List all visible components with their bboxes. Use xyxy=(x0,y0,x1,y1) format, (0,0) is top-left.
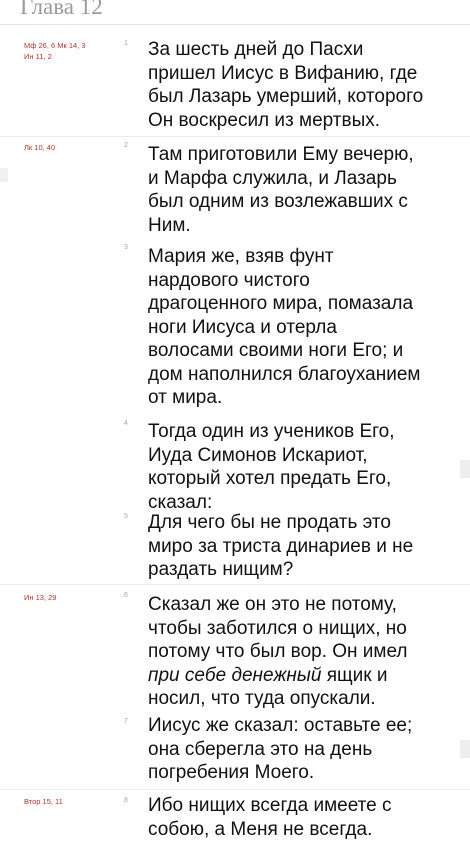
chapter-title: Глава 12 xyxy=(20,0,103,19)
verse-line: нардового чистого xyxy=(148,269,310,291)
italic-phrase: при себе денежный xyxy=(148,664,322,686)
verse-line: дом наполнился благоуханием xyxy=(148,363,421,385)
verse-number: 7 xyxy=(124,718,128,725)
verse-line: Иуда Симонов Искариот, xyxy=(148,444,368,466)
verse-line: раздать нищим? xyxy=(148,559,294,580)
verse-line: миро за триста динариев и не xyxy=(148,535,414,557)
verse-text xyxy=(148,593,448,711)
xref-line[interactable]: Мф 26, 6 Мк 14, 3 xyxy=(24,41,86,50)
verse-line: пришел Иисус в Вифанию, где xyxy=(148,62,418,84)
cross-reference[interactable] xyxy=(24,592,56,603)
verse-line: сказал: xyxy=(148,491,213,513)
verse-text xyxy=(148,143,448,237)
verse-line: она сберегла это на день xyxy=(148,738,373,760)
verse-line: Тогда один из учеников Его, xyxy=(148,421,395,442)
verse-line: от мира. xyxy=(148,387,223,408)
verse-number: 5 xyxy=(124,513,128,520)
verse-text xyxy=(148,38,448,132)
verse-text xyxy=(148,245,448,410)
xref-line[interactable]: Ин 11, 2 xyxy=(24,52,52,61)
verse-line: и Марфа служила, и Лазарь xyxy=(148,167,397,189)
verse-line: Он воскресил из мертвых. xyxy=(148,109,381,131)
verse-number: 1 xyxy=(124,40,128,47)
scroll-marker[interactable] xyxy=(460,740,470,758)
edge-marker xyxy=(0,168,8,182)
verse-number: 6 xyxy=(124,592,128,599)
verse-line: Иисус же сказал: оставьте ее; xyxy=(148,715,413,736)
verse-line: Мария же, взяв фунт xyxy=(148,246,334,267)
verse-line: Ним. xyxy=(148,214,191,236)
verse-number: 3 xyxy=(124,244,128,251)
xref-line[interactable]: Лк 10, 40 xyxy=(24,143,56,152)
verse-line: Там приготовили Ему вечерю, xyxy=(148,144,414,165)
verse-divider xyxy=(0,789,470,790)
verse-line: был Лазарь умерший, которого xyxy=(148,86,424,107)
verse-line: собою, а Меня не всегда. xyxy=(148,818,373,840)
verse-line: потому что был вор. Он имел xyxy=(148,641,408,662)
cross-reference[interactable] xyxy=(24,796,63,807)
verse-line: драгоценного мира, помазала xyxy=(148,293,414,314)
verse-text xyxy=(148,420,448,514)
verse-number: 4 xyxy=(124,420,128,427)
verse-number: 2 xyxy=(124,142,128,149)
verse-line: За шесть дней до Пасхи xyxy=(148,39,364,60)
verse-line: ноги Иисуса и отерла xyxy=(148,316,337,338)
verse-line: Для чего бы не продать это xyxy=(148,512,391,533)
verse-text xyxy=(148,511,448,582)
verse-line: чтобы заботился о нищих, но xyxy=(148,617,407,639)
verse-line: носил, что туда опускали. xyxy=(148,688,376,709)
verse-text xyxy=(148,794,448,841)
scroll-marker[interactable] xyxy=(460,460,470,478)
verse-line-italic xyxy=(148,664,448,688)
verse-line: был одним из возлежавших с xyxy=(148,191,408,212)
header-divider xyxy=(0,24,470,25)
verse-divider xyxy=(0,584,470,585)
verse-line: погребения Моего. xyxy=(148,762,315,783)
verse-text xyxy=(148,714,448,785)
verse-divider xyxy=(0,136,470,137)
xref-line[interactable]: Втор 15, 11 xyxy=(24,797,63,806)
verse-line: Ибо нищих всегда имеете с xyxy=(148,795,392,816)
verse-line-rest: ящик и xyxy=(321,664,388,686)
verse-line: волосами своими ноги Его; и xyxy=(148,340,404,361)
cross-reference[interactable] xyxy=(24,40,86,62)
cross-reference[interactable] xyxy=(24,142,55,153)
verse-line: Сказал же он это не потому, xyxy=(148,594,397,615)
verse-line: который хотел предать Его, xyxy=(148,468,392,489)
xref-line[interactable]: Ин 13, 29 xyxy=(24,593,57,602)
verse-number: 8 xyxy=(124,797,128,804)
